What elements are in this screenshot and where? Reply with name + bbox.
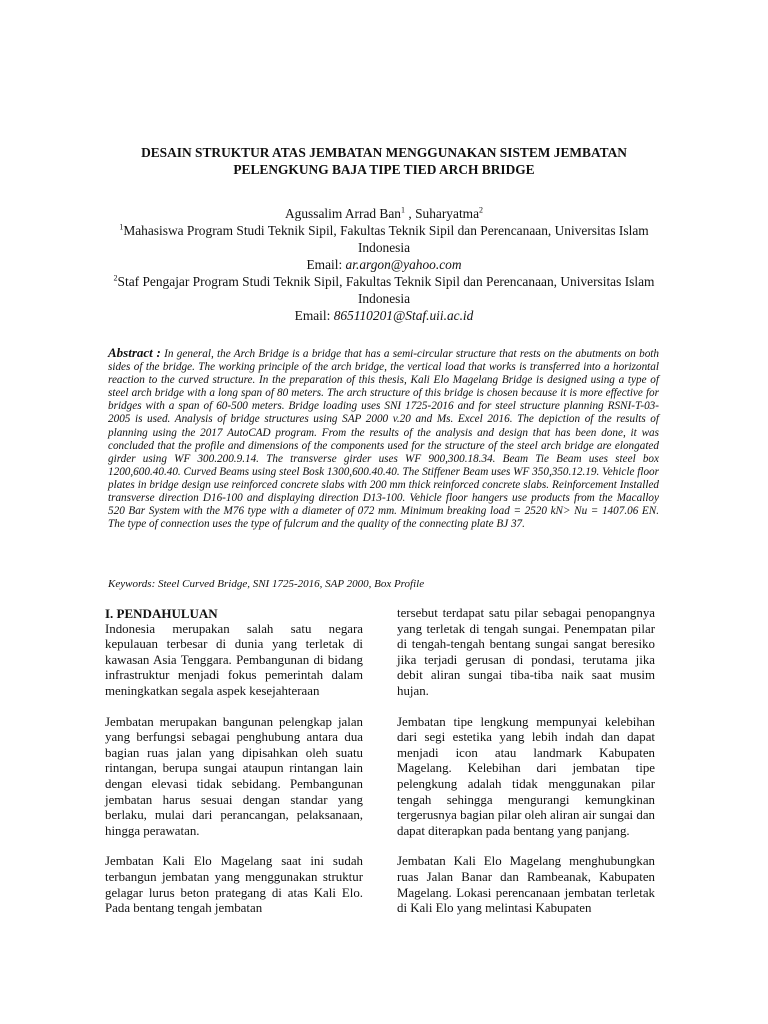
section-heading: I. PENDAHULUAN bbox=[105, 606, 218, 621]
affiliation-1-text: Mahasiswa Program Studi Teknik Sipil, Fakultas Teknik Sipil dan Perencanaan, Universitas Islam Indonesia bbox=[123, 223, 649, 255]
affiliation-2-text: Staf Pengajar Program Studi Teknik Sipil, Fakultas Teknik Sipil dan Perencanaan, Universitas Islam Indonesia bbox=[117, 274, 655, 306]
email-1-line bbox=[100, 256, 668, 273]
email-1[interactable]: ar.argon@yahoo.com bbox=[345, 257, 462, 272]
email-1-label: Email: bbox=[306, 257, 346, 272]
email-2-label: Email: bbox=[294, 308, 334, 323]
paragraph: Jembatan Kali Elo Magelang menghubungkan ruas Jalan Banar dan Rambeanak, Kabupaten Magelang. Lokasi perencanaan jembatan terletak di Kali Elo yang melintasi Kabupaten bbox=[397, 854, 655, 916]
abstract-label: Abstract : bbox=[108, 345, 161, 360]
paragraph: Indonesia merupakan salah satu negara kepulauan terbesar di dunia yang terletak di kawasan Asia Tenggara. Pembangunan di bidang infrastruktur menjadi fokus pemerintah dalam meningkatkan segala aspek kesejahteraan bbox=[105, 621, 363, 698]
author-line bbox=[100, 205, 668, 222]
keywords: Keywords: Steel Curved Bridge, SNI 1725-2016, SAP 2000, Box Profile bbox=[108, 578, 425, 590]
author-1: Agussalim Arrad Ban bbox=[284, 206, 402, 221]
paragraph: Jembatan merupakan bangunan pelengkap jalan yang berfungsi sebagai penghubung antara dua bagian ruas jalan yang dipisahkan oleh suatu rintangan, berupa sungai ataupun rintangan lain dengan elevasi tidak sebidang. Pembangunan jembatan harus sesuai dengan standar yang berlaku, mulai dari perancangan, pelaksanaan, hingga perawatan. bbox=[105, 714, 363, 838]
right-column bbox=[397, 606, 655, 932]
paragraph: tersebut terdapat satu pilar sebagai penopangnya yang terletak di tengah sungai. Penempatan pilar di tengah-tengah bentang sungai sangat beresiko jika terjadi gerusan di pondasi, terutama jika debit aliran sungai tiba-tiba naik saat musim hujan. bbox=[397, 606, 655, 698]
paragraph: Jembatan Kali Elo Magelang saat ini sudah terbangun jembatan yang menggunakan struktur gelagar lurus beton prategang di atas Kali Elo. Pada bentang tengah jembatan bbox=[105, 854, 363, 916]
abstract bbox=[108, 346, 659, 531]
email-2[interactable]: 865110201@Staf.uii.ac.id bbox=[333, 308, 474, 323]
title-line-2: PELENGKUNG BAJA TIPE TIED ARCH BRIDGE bbox=[233, 162, 535, 177]
affiliation-2-sup: 2 bbox=[113, 273, 118, 283]
author-1-sup: 1 bbox=[401, 205, 406, 215]
author-separator: , bbox=[405, 206, 416, 221]
author-2-sup: 2 bbox=[479, 205, 484, 215]
author-block bbox=[100, 205, 668, 324]
affiliation-2 bbox=[100, 273, 668, 307]
abstract-text: In general, the Arch Bridge is a bridge that has a semi-circular structure that rests on the abutments on both sides of the bridge. The working principle of the arch bridge, the vertical load that works is transferred into a horizontal reaction to the curved structure. In the preparation of this thesis, Kali Elo Magelang Bridge is designed using a type of steel arch bridge with a long span of 80 meters. The arch structure of this bridge is chosen because it is more effective for bridges with a span of 60-500 meters. Bridge loading uses SNI 1725-2016 and for steel structure planning RSNI-T-03-2005 is used. Analysis of bridge structures using SAP 2000 v.20 and Ms. Excel 2016. The depiction of the results of planning using the 2017 AutoCAD program. From the results of the analysis and design that has been done, it was concluded that the profile and dimensions of the components used for the structure of the steel arch bridge are elongated girder using WF 300.200.9.14. The transverse girder uses WF 900,300.18.34. Beam Tie Beam uses steel box 1200,600.40.40. Curved Beams using steel Bosk 1300,600.40.40. The Stiffener Beam uses WF 350,350.12.19. Vehicle floor plates in bridge design use reinforced concrete slabs with 200 mm thick reinforced concrete slabs. Reinforcement Installed transverse direction D16-100 and displaying direction D13-100. Vehicle floor hangers use products from the Macalloy 520 Bar System with the M76 type with a diameter of 072 mm. Minimum breaking load = 2520 kN> Nu = 1407.06 EN. The type of connection uses the type of fulcrum and the quality of the connecting plate BJ 37. bbox=[108, 348, 659, 531]
affiliation-1 bbox=[100, 222, 668, 256]
author-2: Suharyatma bbox=[415, 206, 480, 221]
email-2-line bbox=[100, 307, 668, 324]
paper-title bbox=[80, 144, 688, 178]
paragraph: Jembatan tipe lengkung mempunyai kelebihan dari segi estetika yang lebih indah dan dapat menjadi icon atau landmark Kabupaten Magelang. Kelebihan dari jembatan tipe pelengkung adalah tidak menggunakan pilar tengah sehingga mengurangi kemungkinan tergerusnya bagian pilar oleh aliran air sungai dan dapat diterapkan pada bentang yang panjang. bbox=[397, 714, 655, 838]
left-column bbox=[105, 606, 363, 932]
title-line-1: DESAIN STRUKTUR ATAS JEMBATAN MENGGUNAKAN SISTEM JEMBATAN bbox=[141, 145, 627, 160]
affiliation-1-sup: 1 bbox=[119, 222, 124, 232]
